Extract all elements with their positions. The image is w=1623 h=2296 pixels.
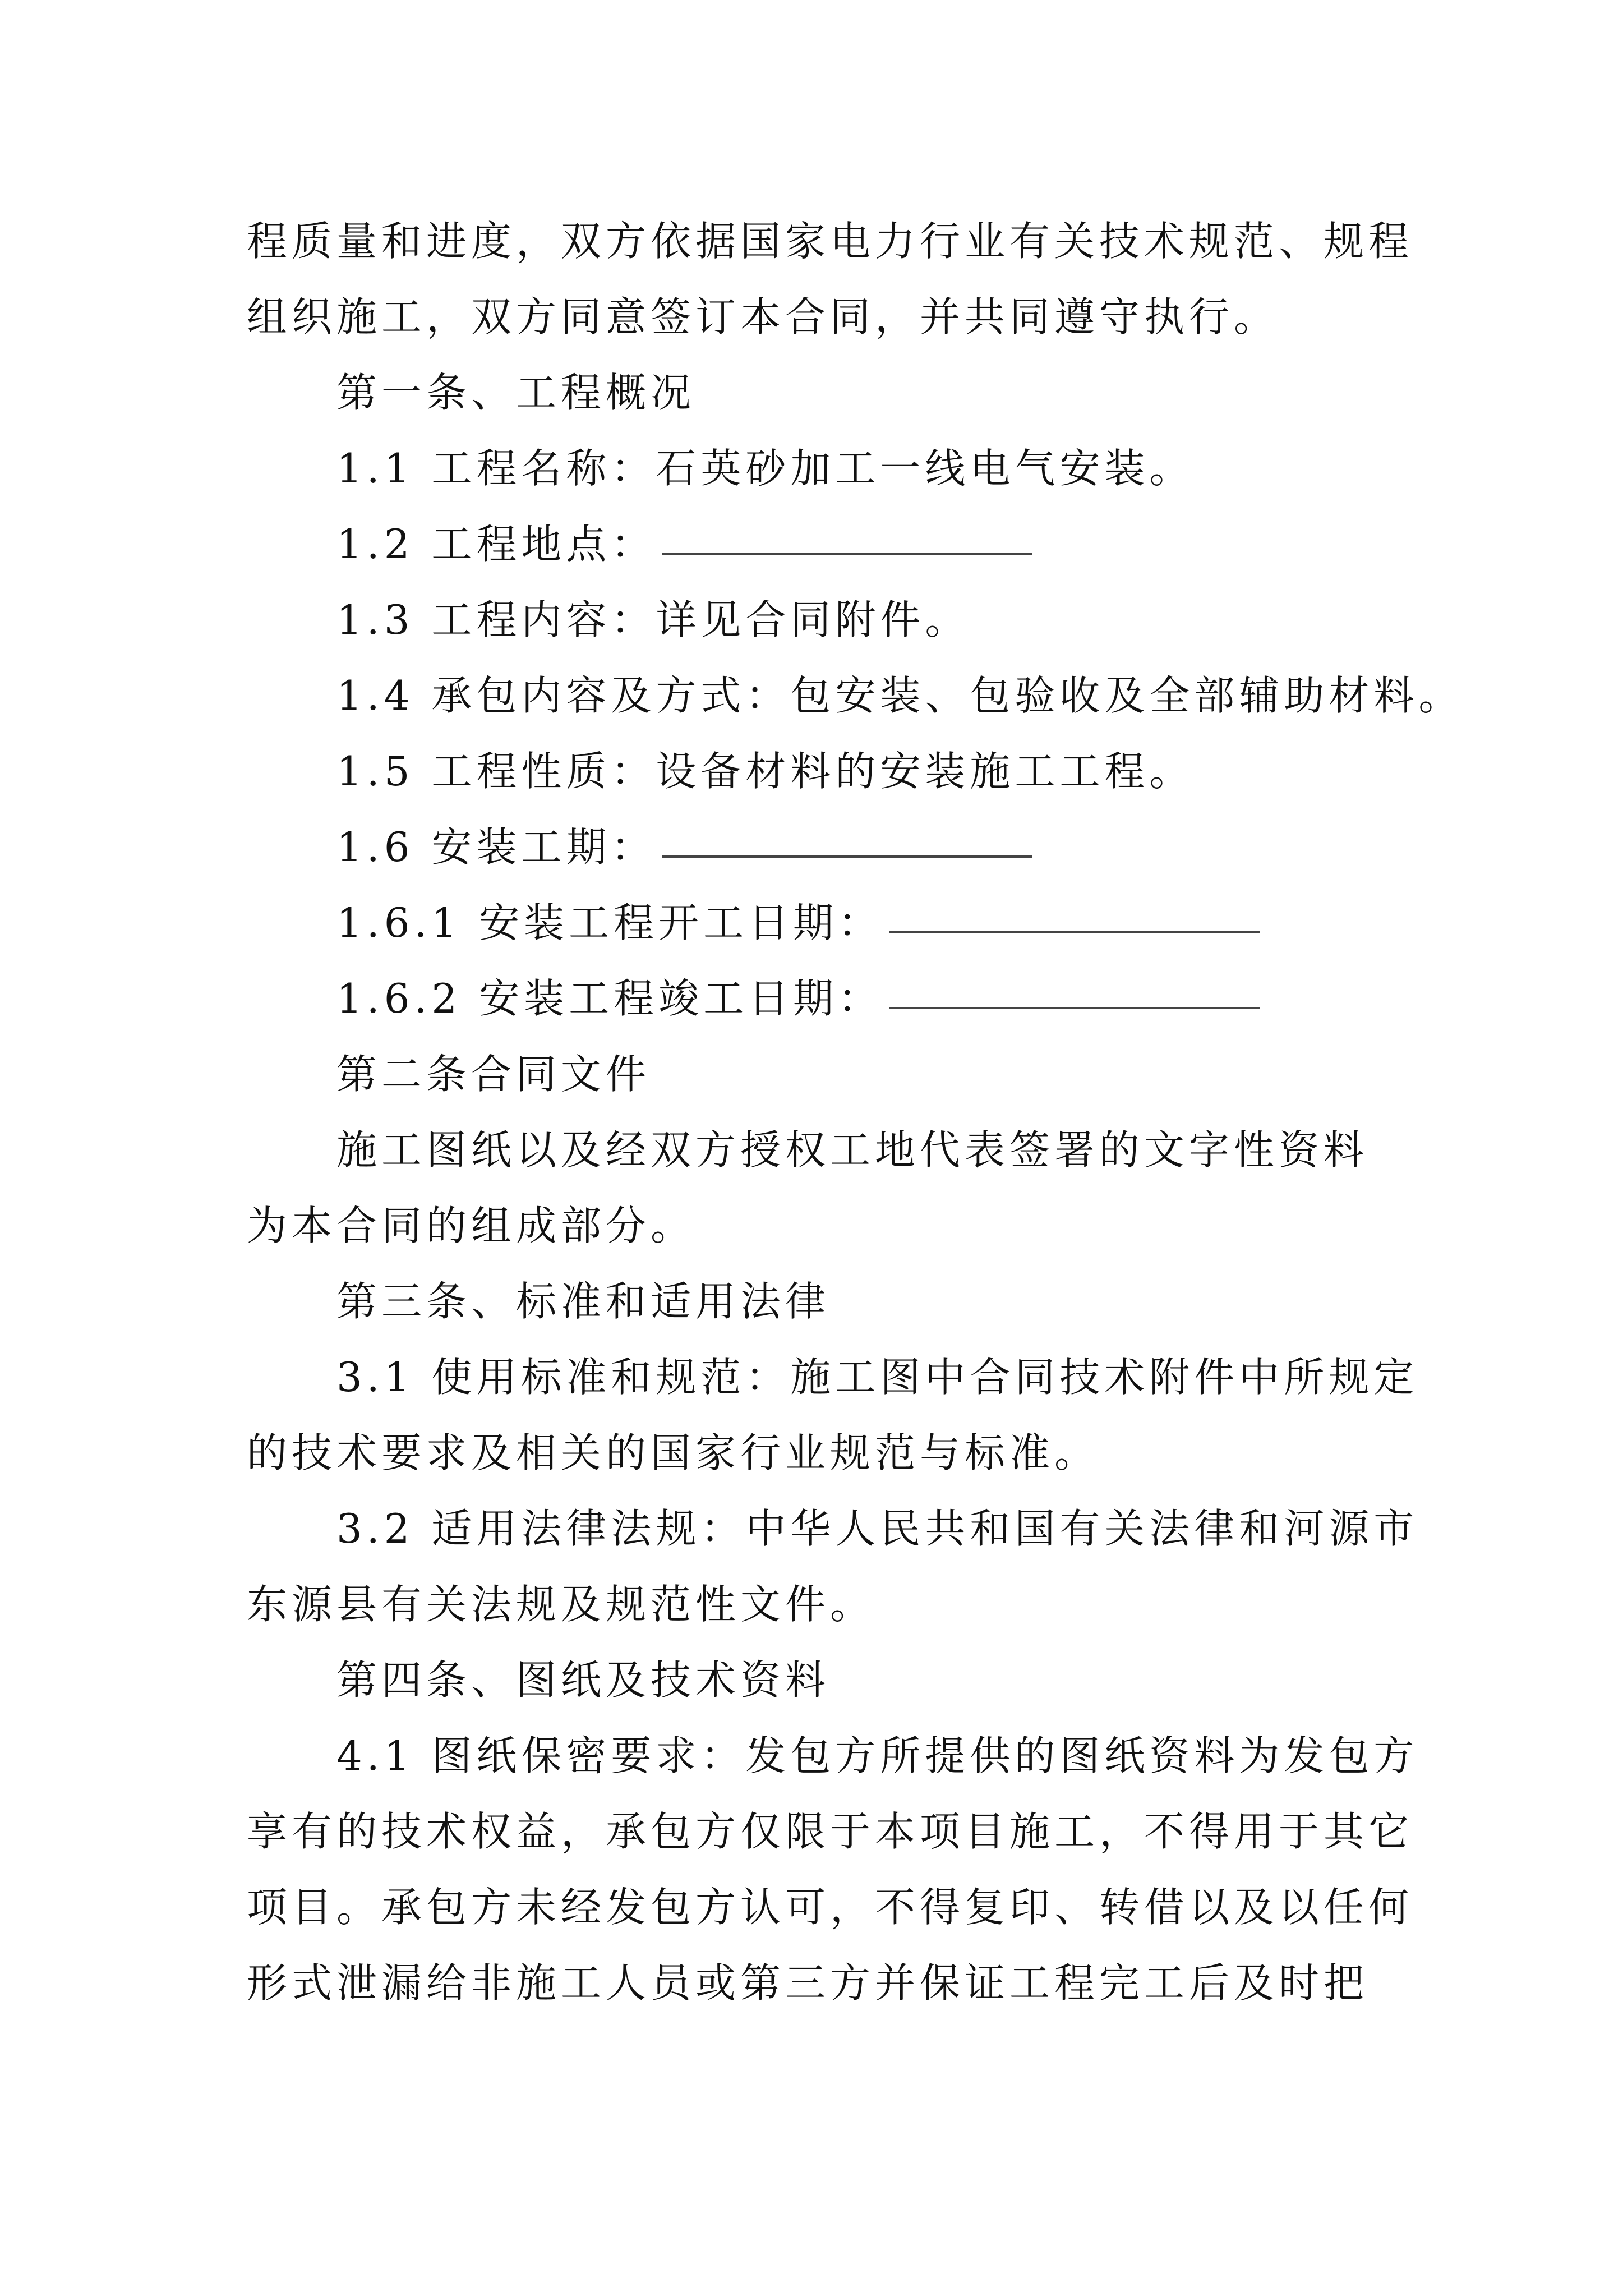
fill-in-blank: [662, 855, 1032, 858]
paragraph-line: 的技术要求及相关的国家行业规范与标准。: [247, 1429, 1100, 1476]
fill-in-blank: [889, 1007, 1260, 1009]
section-heading-3: 第三条、标准和适用法律: [336, 1278, 831, 1325]
item-1-1: 1.1 工程名称：石英砂加工一线电气安装。: [336, 445, 1195, 492]
section-heading-2: 第二条合同文件: [336, 1051, 651, 1098]
section-heading-1: 第一条、工程概况: [336, 369, 696, 416]
item-4-1: 4.1 图纸保密要求：发包方所提供的图纸资料为发包方: [336, 1732, 1419, 1779]
paragraph-line: 程质量和进度，双方依据国家电力行业有关技术规范、规程: [247, 218, 1414, 265]
paragraph-line: 组织施工，双方同意签订本合同，并共同遵守执行。: [247, 293, 1279, 341]
item-3-1: 3.1 使用标准和规范：施工图中合同技术附件中所规定: [336, 1354, 1419, 1401]
item-1-4: 1.4 承包内容及方式：包安装、包验收及全部辅助材料。: [336, 672, 1464, 719]
item-1-6-2-label: 1.6.2 安装工程竣工日期：: [336, 975, 883, 1022]
item-3-2: 3.2 适用法律法规：中华人民共和国有关法律和河源市: [336, 1505, 1419, 1552]
item-1-6-2: [336, 973, 1260, 1024]
fill-in-blank: [662, 553, 1032, 555]
item-1-5: 1.5 工程性质：设备材料的安装施工工程。: [336, 748, 1195, 795]
paragraph-line: 东源县有关法规及规范性文件。: [247, 1581, 875, 1628]
item-1-6-1-label: 1.6.1 安装工程开工日期：: [336, 899, 883, 946]
paragraph-line: 形式泄漏给非施工人员或第三方并保证工程完工后及时把: [247, 1959, 1369, 2007]
paragraph-line: 享有的技术权益，承包方仅限于本项目施工，不得用于其它: [247, 1808, 1414, 1855]
item-1-2: [336, 519, 1032, 569]
item-1-6-label: 1.6 安装工期：: [336, 823, 656, 871]
paragraph-line: 项目。承包方未经发包方认可，不得复印、转借以及以任何: [247, 1884, 1414, 1931]
item-1-3: 1.3 工程内容：详见合同附件。: [336, 596, 970, 643]
item-1-2-label: 1.2 工程地点：: [336, 521, 656, 568]
item-1-6-1: [336, 898, 1260, 948]
paragraph-line: 施工图纸以及经双方授权工地代表签署的文字性资料: [336, 1126, 1369, 1174]
fill-in-blank: [889, 931, 1260, 933]
section-heading-4: 第四条、图纸及技术资料: [336, 1657, 831, 1704]
item-1-6: [336, 822, 1032, 872]
paragraph-line: 为本合同的组成部分。: [247, 1202, 696, 1249]
